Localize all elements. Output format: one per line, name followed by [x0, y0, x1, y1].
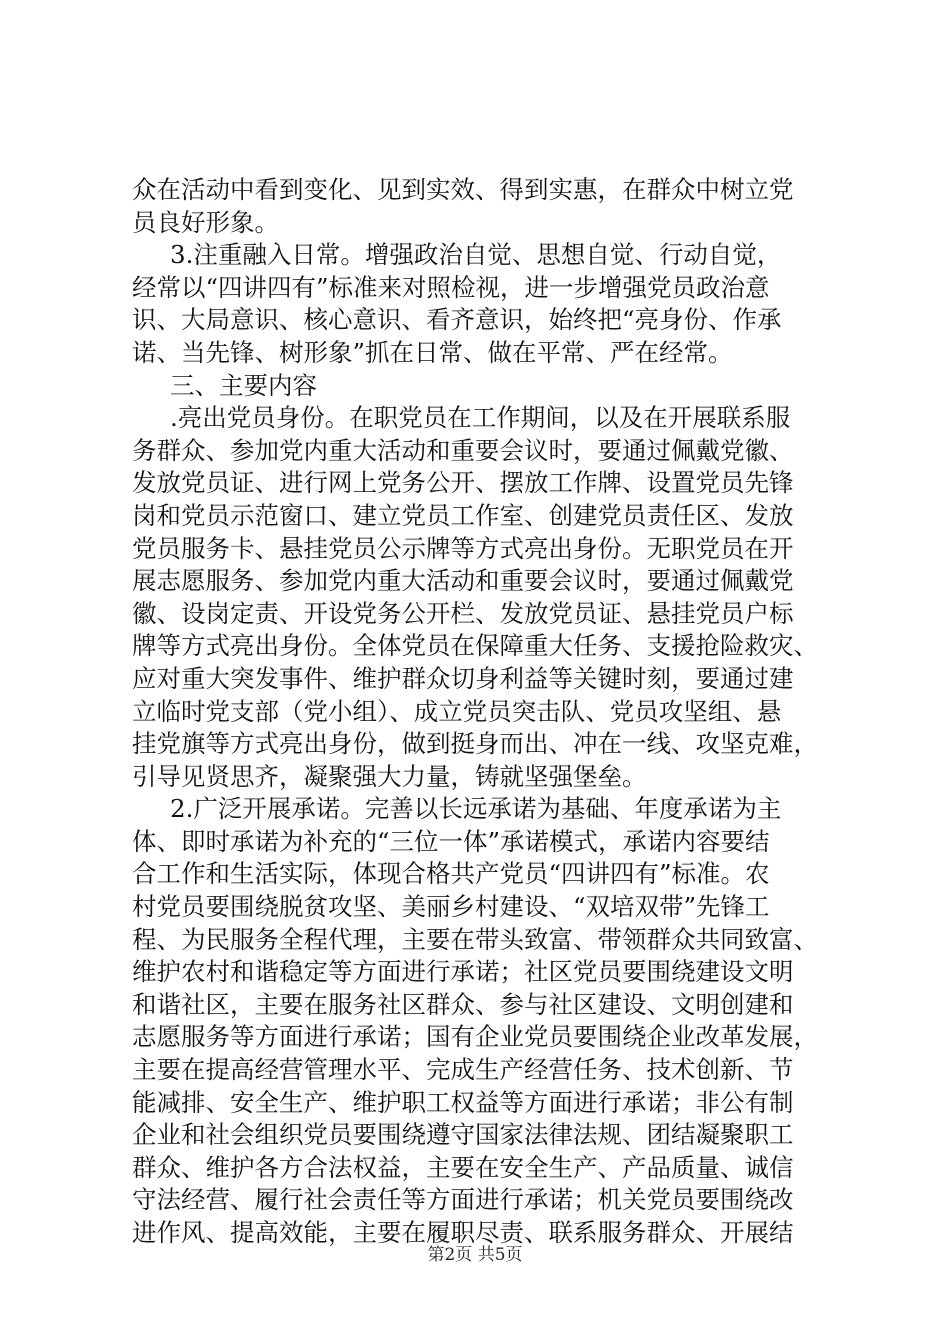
text-line: 务群众、参加党内重大活动和重要会议时，要通过佩戴党徽、 [132, 435, 794, 465]
text-line: 守法经营、履行社会责任等方面进行承诺；机关党员要围绕改 [132, 1185, 794, 1215]
text-line: 挂党旗等方式亮出身份，做到挺身而出、冲在一线、攻坚克难， [132, 729, 818, 759]
document-body [132, 174, 832, 1250]
text-line: 经常以“四讲四有”标准来对照检视，进一步增强党员政治意 [132, 272, 770, 302]
text-line: 识、大局意识、核心意识、看齐意识，始终把“亮身份、作承 [132, 305, 782, 335]
text-line: 三、主要内容 [170, 370, 317, 400]
text-line: 徽、设岗定责、开设党务公开栏、发放党员证、悬挂党员户标 [132, 598, 794, 628]
text-line: 志愿服务等方面进行承诺；国有企业党员要围绕企业改革发展， [132, 1022, 818, 1052]
text-line: 企业和社会组织党员要围绕遵守国家法律法规、团结凝聚职工 [132, 1120, 794, 1150]
text-line: 和谐社区，主要在服务社区群众、参与社区建设、文明创建和 [132, 989, 794, 1019]
text-line: 牌等方式亮出身份。全体党员在保障重大任务、支援抢险救灾、 [132, 631, 818, 661]
text-line: 进作风、提高效能，主要在履职尽责、联系服务群众、开展结 [132, 1218, 794, 1247]
text-line: 能减排、安全生产、维护职工权益等方面进行承诺；非公有制 [132, 1087, 794, 1117]
text-line: 发放党员证、进行网上党务公开、摆放工作牌、设置党员先锋 [132, 468, 794, 498]
text-line: 村党员要围绕脱贫攻坚、美丽乡村建设、“双培双带”先锋工 [132, 892, 770, 922]
text-line: 引导见贤思齐，凝聚强大力量，铸就坚强堡垒。 [132, 761, 647, 791]
text-line: 岗和党员示范窗口、建立党员工作室、创建党员责任区、发放 [132, 500, 794, 530]
text-line: 员良好形象。 [132, 207, 279, 237]
text-line: 体、即时承诺为补充的“三位一体”承诺模式，承诺内容要结 [132, 826, 770, 856]
text-line: 2.广泛开展承诺。完善以长远承诺为基础、年度承诺为主 [170, 794, 782, 824]
page-footer: 第2页 共5页 [427, 1245, 523, 1265]
text-line: 3.注重融入日常。增强政治自觉、思想自觉、行动自觉， [170, 240, 782, 270]
text-line: .亮出党员身份。在职党员在工作期间，以及在开展联系服 [170, 403, 791, 433]
text-line: 党员服务卡、悬挂党员公示牌等方式亮出身份。无职党员在开 [132, 533, 794, 563]
text-line: 应对重大突发事件、维护群众切身利益等关键时刻，要通过建 [132, 663, 794, 693]
text-line: 展志愿服务、参加党内重大活动和重要会议时，要通过佩戴党 [132, 566, 794, 596]
text-line: 合工作和生活实际，体现合格共产党员“四讲四有”标准。农 [132, 859, 770, 889]
text-line: 立临时党支部（党小组）、成立党员突击队、党员攻坚组、悬 [132, 696, 782, 726]
text-line: 主要在提高经营管理水平、完成生产经营任务、技术创新、节 [132, 1055, 794, 1085]
text-line: 维护农村和谐稳定等方面进行承诺；社区党员要围绕建设文明 [132, 957, 794, 987]
text-line: 众在活动中看到变化、见到实效、得到实惠，在群众中树立党 [132, 175, 794, 204]
text-line: 群众、维护各方合法权益，主要在安全生产、产品质量、诚信 [132, 1152, 794, 1182]
text-line: 诺、当先锋、树形象”抓在日常、做在平常、严在经常。 [132, 337, 733, 367]
text-line: 程、为民服务全程代理，主要在带头致富、带领群众共同致富、 [132, 924, 818, 954]
